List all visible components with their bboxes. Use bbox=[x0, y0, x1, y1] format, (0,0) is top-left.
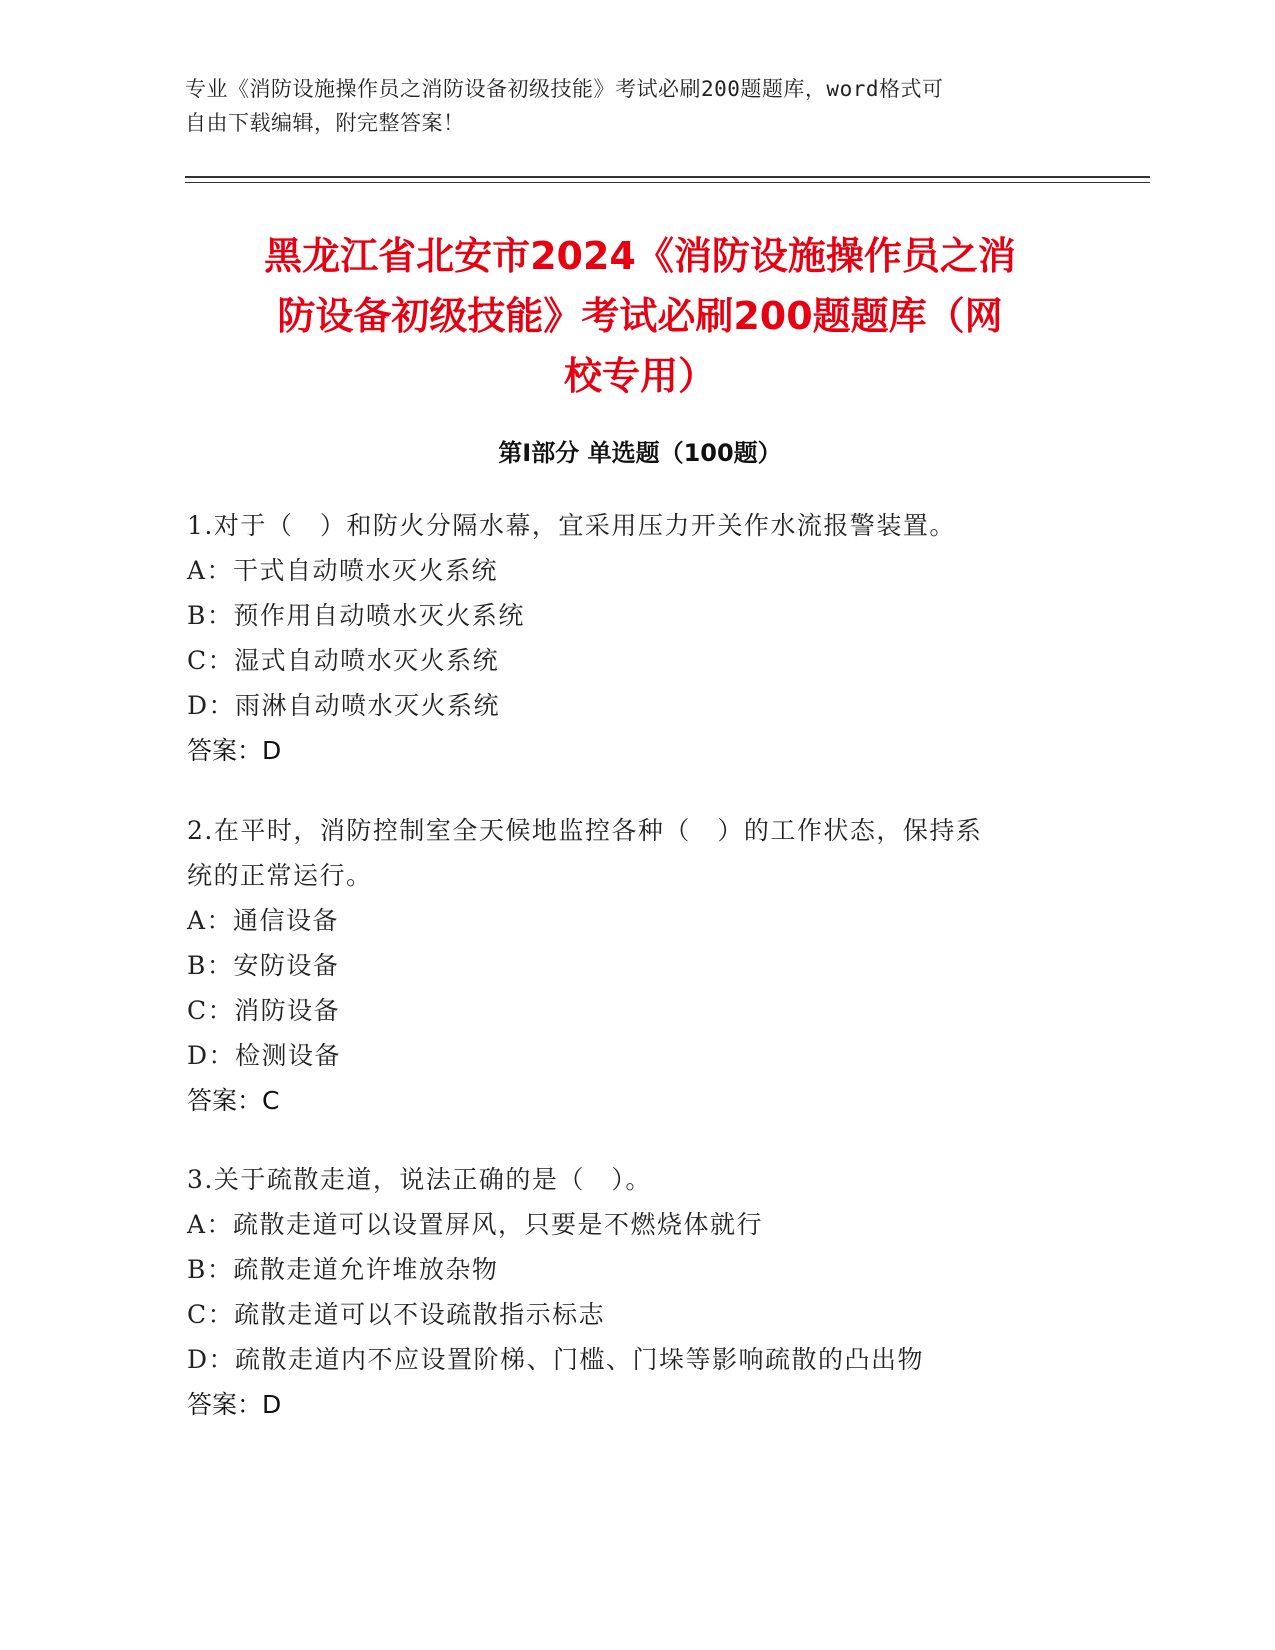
header-divider-thick bbox=[185, 176, 1150, 178]
option-a: A：疏散走道可以设置屏风，只要是不燃烧体就行 bbox=[187, 1210, 764, 1239]
option-c: C：疏散走道可以不设疏散指示标志 bbox=[187, 1300, 606, 1329]
option-b: B：安防设备 bbox=[187, 951, 340, 980]
option-b: B：疏散走道允许堆放杂物 bbox=[187, 1255, 499, 1284]
document-title-line-3: 校专用） bbox=[563, 354, 716, 398]
answer-label: 答案：D bbox=[187, 1390, 282, 1419]
header-note-line-2: 自由下载编辑，附完整答案！ bbox=[185, 111, 465, 135]
header-note-line-1: 专业《消防设施操作员之消防设备初级技能》考试必刷200题题库，word格式可 bbox=[185, 77, 944, 101]
document-title-line-2: 防设备初级技能》考试必刷200题题库（网 bbox=[277, 294, 1003, 338]
section-heading: 第Ⅰ部分 单选题（100题） bbox=[498, 439, 782, 467]
option-c: C：湿式自动喷水灭火系统 bbox=[187, 646, 500, 675]
answer-label: 答案：D bbox=[187, 736, 282, 765]
header-note bbox=[185, 72, 1085, 140]
question-stem-line-1: 2.在平时，消防控制室全天候地监控各种（ ）的工作状态，保持系 bbox=[187, 816, 983, 845]
question-stem: 3.关于疏散走道，说法正确的是（ ）。 bbox=[187, 1165, 652, 1194]
option-b: B：预作用自动喷水灭火系统 bbox=[187, 601, 525, 630]
question-3 bbox=[187, 1157, 1087, 1427]
option-a: A：通信设备 bbox=[187, 906, 340, 935]
question-1 bbox=[187, 503, 1087, 773]
header-divider-thin bbox=[185, 182, 1150, 183]
answer-label: 答案：C bbox=[187, 1086, 280, 1115]
question-stem-line-2: 统的正常运行。 bbox=[187, 861, 373, 890]
document-title-line-1: 黑龙江省北安市2024《消防设施操作员之消 bbox=[264, 234, 1016, 278]
document-title bbox=[185, 226, 1095, 406]
option-d: D：疏散走道内不应设置阶梯、门槛、门垛等影响疏散的凸出物 bbox=[187, 1345, 925, 1374]
option-a: A：干式自动喷水灭火系统 bbox=[187, 556, 499, 585]
option-d: D：检测设备 bbox=[187, 1041, 342, 1070]
option-c: C：消防设备 bbox=[187, 996, 341, 1025]
question-2 bbox=[187, 808, 1087, 1123]
question-stem: 1.对于（ ）和防火分隔水幕，宜采用压力开关作水流报警装置。 bbox=[187, 511, 956, 540]
option-d: D：雨淋自动喷水灭火系统 bbox=[187, 691, 501, 720]
